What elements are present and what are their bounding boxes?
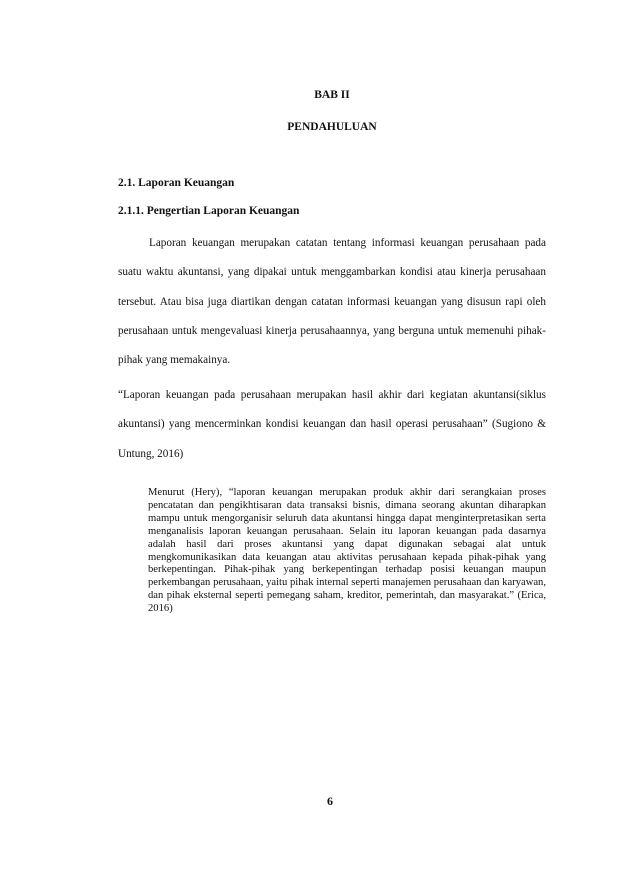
block-quote: Menurut (Hery), “laporan keuangan merupakan produk akhir dari serangkaian proses pencatatan dan pengikhtisaran data transaksi bisnis, dimana seorang akuntan diharapkan mampu untuk mengorganisir seluruh data akuntansi hingga dapat menginterpretasikan serta menganalisis laporan keuangan perusahaan. Selain itu laporan keuangan pada dasarnya adalah hasil dari proses akuntansi yang dapat digunakan sebagai alat untuk mengkomunikasikan data keuangan atau aktivitas perusahaan kepada pihak-pihak yang berkepentingan. Pihak-pihak yang berkepentingan terhadap posisi keuangan maupun perkembangan perusahaan, yaitu pihak internal seperti manajemen perusahaan dan karyawan, dan pihak eksternal seperti pemegang saham, kreditor, pemerintah, dan masyarakat.” (Erica, 2016) — [148, 487, 546, 615]
chapter-title: PENDAHULUAN — [287, 121, 377, 133]
section-heading: 2.1. Laporan Keuangan — [118, 177, 235, 189]
body-paragraph-2: “Laporan keuangan pada perusahaan merupakan hasil akhir dari kegiatan akuntansi(siklus akuntansi) yang mencerminkan kondisi keuangan dan hasil operasi perusahaan” (Sugiono & Untung, 2016) — [118, 389, 546, 460]
body-paragraph-1: Laporan keuangan merupakan catatan tentang informasi keuangan perusahaan pada suatu waktu akuntansi, yang dipakai untuk menggambarkan kondisi atau kinerja perusahaan tersebut. Atau bisa juga diartikan dengan catatan informasi keuangan yang disusun rapi oleh perusahaan untuk mengevaluasi kinerja perusahaannya, yang berguna untuk memenuhi pihak-pihak yang memakainya. — [118, 237, 546, 367]
page-number: 6 — [327, 794, 333, 808]
subsection-heading: 2.1.1. Pengertian Laporan Keuangan — [118, 205, 300, 217]
chapter-heading: BAB II — [314, 89, 350, 101]
